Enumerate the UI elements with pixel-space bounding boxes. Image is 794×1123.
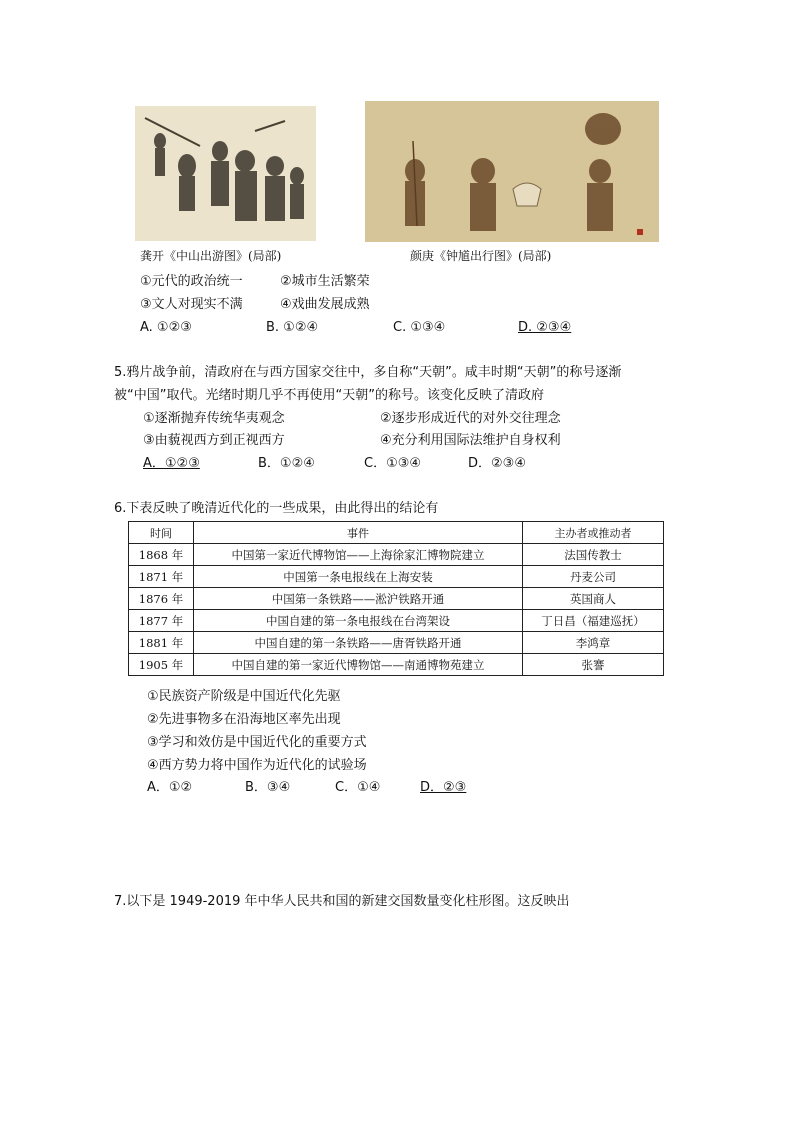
q6-item-1: ①民族资产阶级是中国近代化先驱 xyxy=(147,689,341,704)
header-event: 事件 xyxy=(194,522,523,544)
caption-right: 颜庚《钟馗出行图》(局部) xyxy=(410,249,552,263)
q7-stem: 7.以下是 1949-2019 年中华人民共和国的新建交国数量变化柱形图。这反映出 xyxy=(114,894,570,909)
q5-item-1: ①逐渐抛弃传统华夷观念 xyxy=(143,411,285,426)
painting-zhongshan-chuyou xyxy=(135,106,316,241)
painting-zhongkui-chuxing xyxy=(365,101,659,242)
q4-option-d[interactable]: D. ②③④ xyxy=(518,320,572,335)
q4-item-2: ②城市生活繁荣 xyxy=(280,274,370,289)
q5-item-3: ③由藐视西方到正视西方 xyxy=(143,433,285,448)
q6-option-b[interactable]: B．③④ xyxy=(245,780,291,795)
q6-option-a[interactable]: A．①② xyxy=(147,780,193,795)
table-row xyxy=(129,610,664,632)
events-table xyxy=(128,521,664,676)
caption-left: 龚开《中山出游图》(局部) xyxy=(140,249,282,263)
cell-event: 中国自建的第一条电报线在台湾架设 xyxy=(194,610,523,632)
table-row xyxy=(129,544,664,566)
cell-event: 中国第一家近代博物馆——上海徐家汇博物院建立 xyxy=(194,544,523,566)
q4-item-3: ③文人对现实不满 xyxy=(140,297,243,312)
cell-event: 中国自建的第一条铁路——唐胥铁路开通 xyxy=(194,632,523,654)
table-row xyxy=(129,588,664,610)
cell-event: 中国自建的第一家近代博物馆——南通博物苑建立 xyxy=(194,654,523,676)
q6-stem: 6.下表反映了晚清近代化的一些成果，由此得出的结论有 xyxy=(114,501,439,516)
q5-option-c[interactable]: C．①③④ xyxy=(364,456,422,471)
q4-item-4: ④戏曲发展成熟 xyxy=(280,297,370,312)
cell-time: 1876 年 xyxy=(129,588,194,610)
q4-option-a[interactable]: A. ①②③ xyxy=(140,320,192,335)
q6-option-c[interactable]: C．①④ xyxy=(335,780,381,795)
cell-organizer: 英国商人 xyxy=(523,588,664,610)
q4-item-1: ①元代的政治统一 xyxy=(140,274,243,289)
table-row xyxy=(129,632,664,654)
q6-item-3: ③学习和效仿是中国近代化的重要方式 xyxy=(147,735,367,750)
q5-stem-line1: 5.鸦片战争前，清政府在与西方国家交往中，多自称“天朝”。咸丰时期“天朝”的称号逐渐 xyxy=(114,365,622,380)
cell-organizer: 张謇 xyxy=(523,654,664,676)
cell-organizer: 丹麦公司 xyxy=(523,566,664,588)
q5-item-2: ②逐步形成近代的对外交往理念 xyxy=(380,411,561,426)
q4-option-b[interactable]: B. ①②④ xyxy=(266,320,319,335)
cell-organizer: 法国传教士 xyxy=(523,544,664,566)
q5-option-b[interactable]: B．①②④ xyxy=(258,456,315,471)
header-time: 时间 xyxy=(129,522,194,544)
table-row xyxy=(129,566,664,588)
q5-option-a[interactable]: A．①②③ xyxy=(143,456,200,471)
q6-item-4: ④西方势力将中国作为近代化的试验场 xyxy=(147,758,367,773)
cell-organizer: 丁日昌（福建巡抚） xyxy=(523,610,664,632)
cell-time: 1871 年 xyxy=(129,566,194,588)
q4-option-c[interactable]: C. ①③④ xyxy=(393,320,446,335)
cell-time: 1881 年 xyxy=(129,632,194,654)
cell-time: 1905 年 xyxy=(129,654,194,676)
cell-time: 1877 年 xyxy=(129,610,194,632)
table-row xyxy=(129,654,664,676)
q5-item-4: ④充分利用国际法维护自身权利 xyxy=(380,433,561,448)
q6-item-2: ②先进事物多在沿海地区率先出现 xyxy=(147,712,341,727)
table-header-row xyxy=(129,522,664,544)
cell-event: 中国第一条铁路——淞沪铁路开通 xyxy=(194,588,523,610)
q5-option-d[interactable]: D．②③④ xyxy=(468,456,526,471)
q5-stem-line2: 被“中国”取代。光绪时期几乎不再使用“天朝”的称号。该变化反映了清政府 xyxy=(114,388,544,403)
cell-time: 1868 年 xyxy=(129,544,194,566)
cell-organizer: 李鸿章 xyxy=(523,632,664,654)
header-organizer: 主办者或推动者 xyxy=(523,522,664,544)
q6-option-d[interactable]: D．②③ xyxy=(420,780,467,795)
cell-event: 中国第一条电报线在上海安装 xyxy=(194,566,523,588)
